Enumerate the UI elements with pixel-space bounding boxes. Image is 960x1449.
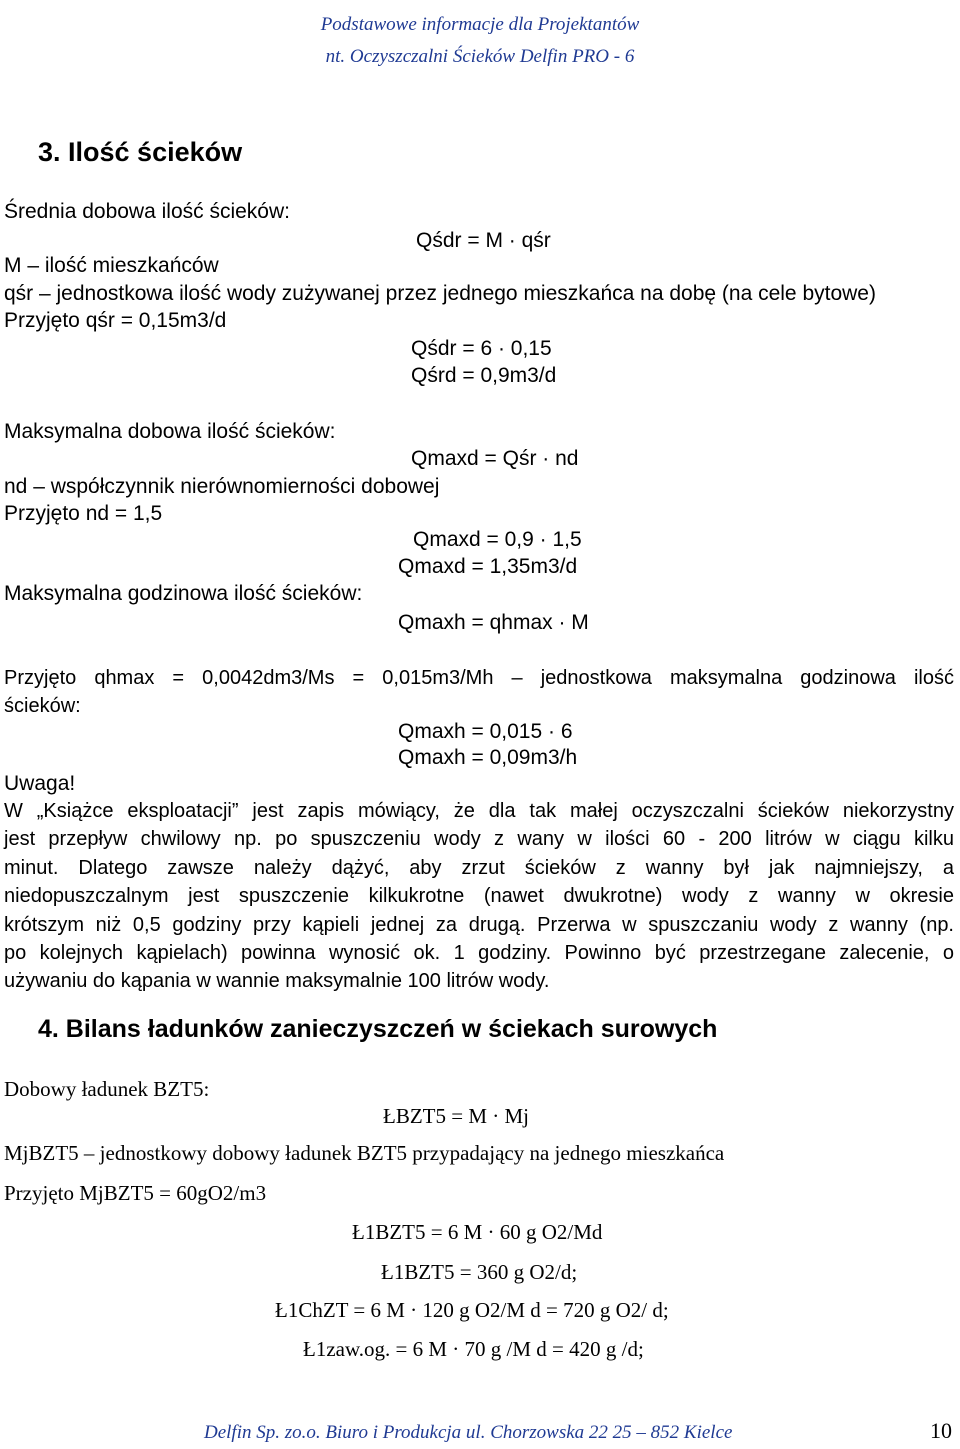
formula-avg-result: Qśrd = 0,9m3/d xyxy=(411,364,557,387)
header-line-1: Podstawowe informacje dla Projektantów xyxy=(320,14,640,35)
footer-text: Delfin Sp. zo.o. Biuro i Produkcja ul. Chorzowska 22 25 – 852 Kielce xyxy=(204,1422,733,1443)
formula-avg-calc: Qśdr = 6 · 0,15 xyxy=(411,337,552,360)
formula-max-daily-calc: Qmaxd = 0,9 · 1,5 xyxy=(413,528,582,551)
assume-qh-line-2: ścieków: xyxy=(4,695,81,718)
page-number: 10 xyxy=(930,1418,952,1443)
formula-bzt: ŁBZT5 = M · Mj xyxy=(383,1104,530,1128)
formula-max-hourly: Qmaxh = qhmax · M xyxy=(398,611,589,634)
note-line: niedopuszczalnym jest spuszczenie kilkukrotne (nawet dwukrotne) wody z wanny w okresie xyxy=(4,885,954,908)
formula-suspended-solids: Ł1zaw.og. = 6 M · 70 g /M d = 420 g /d; xyxy=(303,1337,644,1361)
note-line: krótszym niż 0,5 godziny przy kąpieli jednej za drugą. Przerwa w spuszczaniu wody z wanny (np. xyxy=(4,913,954,936)
formula-max-daily: Qmaxd = Qśr · nd xyxy=(411,447,579,470)
formula-chzt: Ł1ChZT = 6 M · 120 g O2/M d = 720 g O2/ d; xyxy=(275,1298,669,1322)
assume-qh xyxy=(4,664,954,721)
max-hourly-label: Maksymalna godzinowa ilość ścieków: xyxy=(4,582,363,605)
formula-bzt-result: Ł1BZT5 = 360 g O2/d; xyxy=(381,1260,578,1284)
note-line: W „Książce eksploatacji” jest zapis mówiący, że dla tak małej oczyszczalni ścieków niekorzystny xyxy=(4,800,954,822)
mj-definition: MjBZT5 – jednostkowy dobowy ładunek BZT5 przypadający na jednego mieszkańca xyxy=(4,1141,725,1165)
bzt-label: Dobowy ładunek BZT5: xyxy=(4,1077,210,1101)
note-line: jest przepływ chwilowy np. po spuszczeniu wody z wany w ilości 60 - 200 litrów w ciągu kilku xyxy=(4,828,954,851)
note-line: minut. Dlatego zawsze należy dążyć, aby zrzut ścieków z wanny był jak najmniejszy, a xyxy=(4,856,954,879)
formula-max-hourly-calc: Qmaxh = 0,015 · 6 xyxy=(398,720,573,743)
note-line: używaniu do kąpania w wannie maksymalnie 100 litrów wody. xyxy=(4,970,550,993)
assume-q: Przyjęto qśr = 0,15m3/d xyxy=(4,309,227,332)
section-4-title: 4. Bilans ładunków zanieczyszczeń w ściekach surowych xyxy=(38,1015,718,1043)
assume-qh-line-1: Przyjęto qhmax = 0,0042dm3/Ms = 0,015m3/Mh – jednostkowa maksymalna godzinowa ilość xyxy=(4,667,954,689)
formula-avg: Qśdr = M · qśr xyxy=(416,229,551,252)
m-definition: M – ilość mieszkańców xyxy=(4,254,219,277)
avg-label: Średnia dobowa ilość ścieków: xyxy=(4,200,290,223)
note-paragraph xyxy=(4,797,954,996)
formula-max-daily-result: Qmaxd = 1,35m3/d xyxy=(398,555,578,578)
header-line-2: nt. Oczyszczalni Ścieków Delfin PRO - 6 xyxy=(325,46,635,67)
note-line: po kolejnych kąpielach) powinna wynosić ok. 1 godziny. Powinno być przestrzegane zalecenie, o xyxy=(4,942,954,965)
assume-mj: Przyjęto MjBZT5 = 60gO2/m3 xyxy=(4,1181,267,1205)
assume-nd: Przyjęto nd = 1,5 xyxy=(4,502,163,525)
formula-bzt-calc: Ł1BZT5 = 6 M · 60 g O2/Md xyxy=(352,1220,603,1244)
note-title: Uwaga! xyxy=(4,772,76,795)
section-3-title: 3. Ilość ścieków xyxy=(38,137,243,167)
formula-max-hourly-result: Qmaxh = 0,09m3/h xyxy=(398,746,578,769)
nd-definition: nd – współczynnik nierównomierności dobowej xyxy=(4,475,440,498)
q-definition: qśr – jednostkowa ilość wody zużywanej przez jednego mieszkańca na dobę (na cele bytowe) xyxy=(4,282,876,305)
max-daily-label: Maksymalna dobowa ilość ścieków: xyxy=(4,420,336,443)
